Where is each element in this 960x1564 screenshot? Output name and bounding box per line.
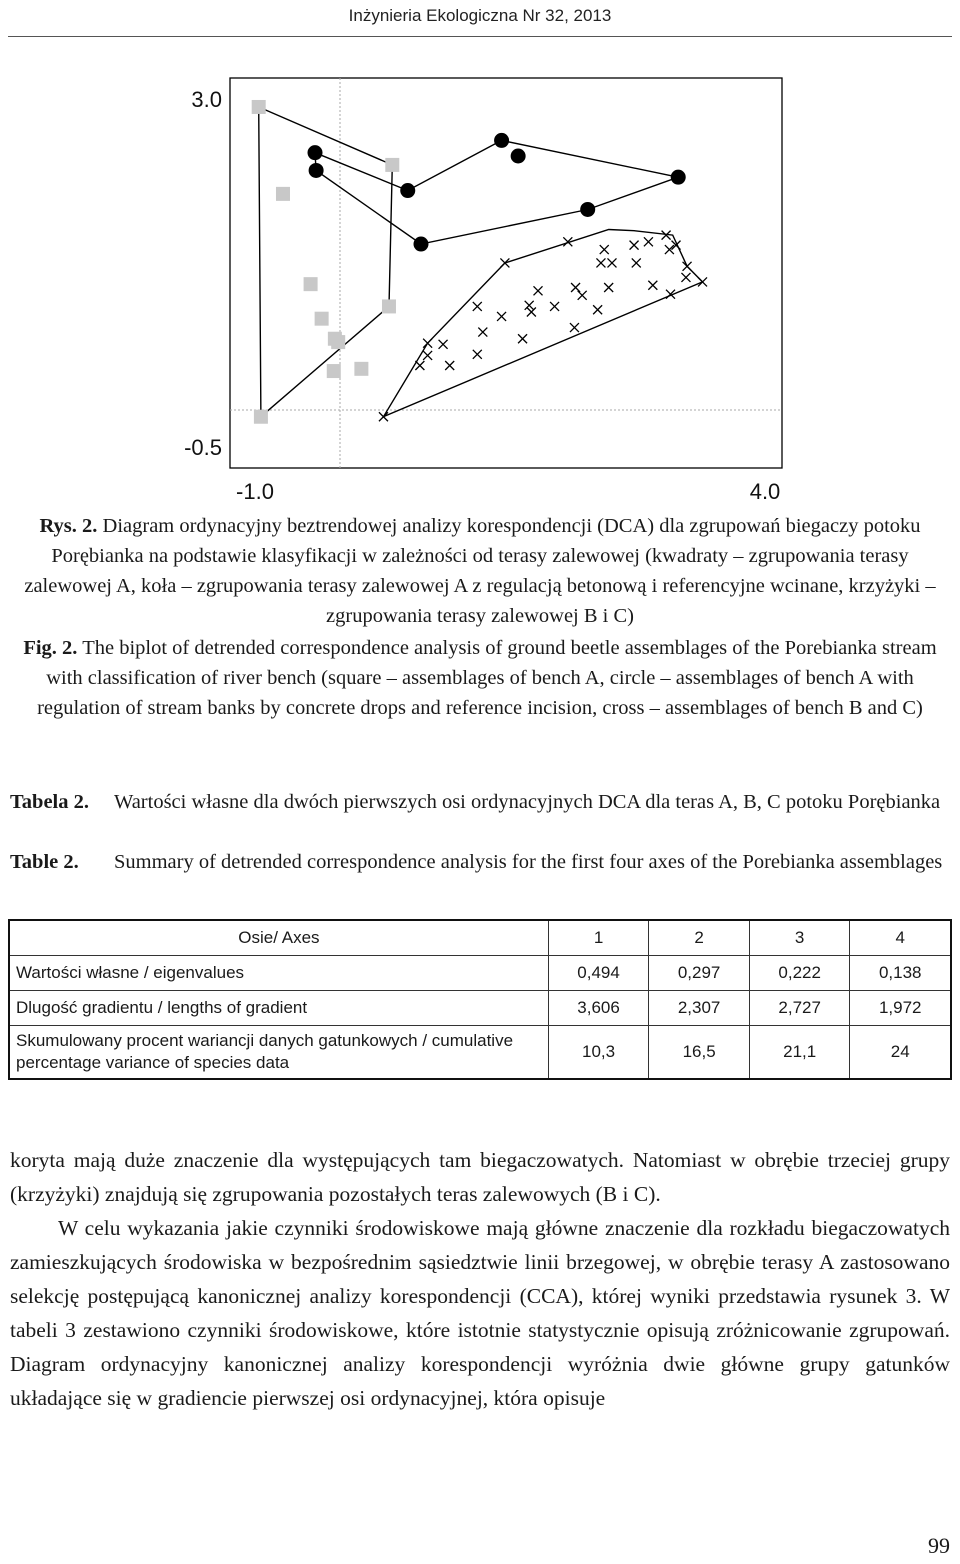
circle-point [413,237,428,252]
square-point [254,410,268,424]
table-caption-en-text: Summary of detrended correspondence analysis for the first four axes of the Porebianka assemblages [114,851,943,873]
table-label-pl: Tabela 2. [10,791,89,813]
paragraph: koryta mają duże znaczenie dla występujących tam biegaczowatych. Natomiast w obrębie trzeciej grupy (krzyżyki) znajdują się zgrupowania pozostałych teras zalewowych (B i C). [10,1148,950,1206]
table-caption-pl [10,787,950,817]
table-cell: 0,222 [749,956,850,991]
cross-point [593,305,602,314]
header-cell: Osie/ Axes [9,920,548,956]
body-text [10,1143,950,1415]
dca-summary-table [8,919,952,1080]
circle-point [400,183,415,198]
cross-point [534,286,543,295]
cross-point [518,334,527,343]
square-point [354,362,368,376]
cross-point [478,328,487,337]
page-number: 99 [928,1533,950,1558]
square-point [304,277,318,291]
table-cell: 2,307 [649,991,750,1026]
cross-point [473,302,482,311]
cross-point [415,361,424,370]
square-point [252,100,266,114]
dca-ordination-chart [0,60,960,510]
table-cell: 1,972 [850,991,951,1026]
circle-point [511,149,526,164]
header-cell: 1 [548,920,649,956]
cross-point [525,301,534,310]
cross-point [698,277,707,286]
square-point [382,299,396,313]
table-row [9,956,951,991]
header-divider [8,36,952,37]
group-hull-outline [315,140,678,244]
table-label-en: Table 2. [10,851,79,873]
circle-point [580,202,595,217]
cross-point [500,258,509,267]
square-point [327,364,341,378]
cross-point [527,308,536,317]
table-header-row [9,920,951,956]
cross-point [644,237,653,246]
table-row [9,991,951,1026]
cross-point [600,245,609,254]
cross-point [596,258,605,267]
data-points [252,100,707,424]
figure-label-en: Fig. 2. [23,637,78,659]
figure-caption-pl-text: Diagram ordynacyjny beztrendowej analizy korespondencji (DCA) dla zgrupowań biegaczy potoku Porębianka na podstawie klasyfikacji w zależności od terasy zalewowej (kwadraty – zgrupowania terasy zalewowej A, koła – zgrupowania terasy zalewowej A z regulacją betonową i referencyjne wcinane, krzyżyki – zgrupowania terasy zalewowej B i C) [24,515,936,627]
y-tick-label-top: 3.0 [191,87,222,112]
cross-point [550,302,559,311]
figure-label-pl: Rys. 2. [39,515,98,537]
square-point [276,187,290,201]
row-label: Dlugość gradientu / lengths of gradient [9,991,548,1026]
circle-point [308,145,323,160]
journal-header: Inżynieria Ekologiczna Nr 32, 2013 [348,6,612,25]
cross-point [683,262,692,271]
cross-point [379,412,388,421]
table-cell: 16,5 [649,1026,750,1080]
cross-point [632,258,641,267]
cross-point [473,350,482,359]
square-point [315,312,329,326]
table-cell: 10,3 [548,1026,649,1080]
table-cell: 0,297 [649,956,750,991]
x-tick-label-left: -1.0 [236,479,274,504]
header-cell: 2 [649,920,750,956]
cross-point [607,258,616,267]
cross-point [604,283,613,292]
square-point [385,158,399,172]
cross-point [439,340,448,349]
cross-point [578,291,587,300]
square-point [331,335,345,349]
table-cell: 0,138 [850,956,951,991]
cross-point [571,283,580,292]
figure-caption-en [10,633,950,723]
table-row [9,1026,951,1080]
cross-point [497,312,506,321]
y-tick-label-bottom: -0.5 [184,435,222,460]
table-caption-en [10,847,950,877]
table-cell: 3,606 [548,991,649,1026]
header-cell: 4 [850,920,951,956]
cross-point [630,241,639,250]
circle-point [494,133,509,148]
table-cell: 2,727 [749,991,850,1026]
paragraph: W celu wykazania jakie czynniki środowiskowe mają główne znaczenie dla rozkładu biegaczowatych zamieszkujących środowiska w bezpośrednim sąsiedztwie linii brzegowej, w obrębie terasy A zastosowano selekcję postępującą kanonicznej analizy korespondencji (CCA), której wyniki przedstawia rysunek 3. W tabeli 3 zestawiono czynniki środowiskowe, które istotnie statystycznie opisują zróżnicowanie zgrupowań. Diagram ordynacyjny kanonicznej analizy korespondencji wyróżnia dwie główne grupy gatunków układające się w gradiencie pierwszej osi ordynacyjnej, która opisuje [10,1216,950,1410]
cross-point [681,273,690,282]
row-label: Skumulowany procent wariancji danych gatunkowych / cumulative percentage variance of species data [9,1026,548,1080]
circle-point [671,170,686,185]
cross-point [423,351,432,360]
cross-point [665,245,674,254]
x-tick-label-right: 4.0 [749,479,781,504]
row-label: Wartości własne / eigenvalues [9,956,548,991]
table-cell: 24 [850,1026,951,1080]
cross-point [423,339,432,348]
cross-point [648,281,657,290]
table-cell: 21,1 [749,1026,850,1080]
figure-caption-pl [10,511,950,631]
figure-caption-en-text: The biplot of detrended correspondence analysis of ground beetle assemblages of the Porebianka stream with classification of river bench (square – assemblages of bench A, circle – assemblages of bench A with regulation of stream banks by concrete drops and reference incision, cross – assemblages of bench B and C) [37,637,937,719]
circle-point [309,163,324,178]
group-hull-outline [259,107,393,417]
cross-point [570,323,579,332]
table-caption-pl-text: Wartości własne dla dwóch pierwszych osi ordynacyjnych DCA dla teras A, B, C potoku Porębianka [114,791,941,813]
table-cell: 0,494 [548,956,649,991]
group-hull-outline [384,230,703,417]
header-cell: 3 [749,920,850,956]
cross-point [445,361,454,370]
